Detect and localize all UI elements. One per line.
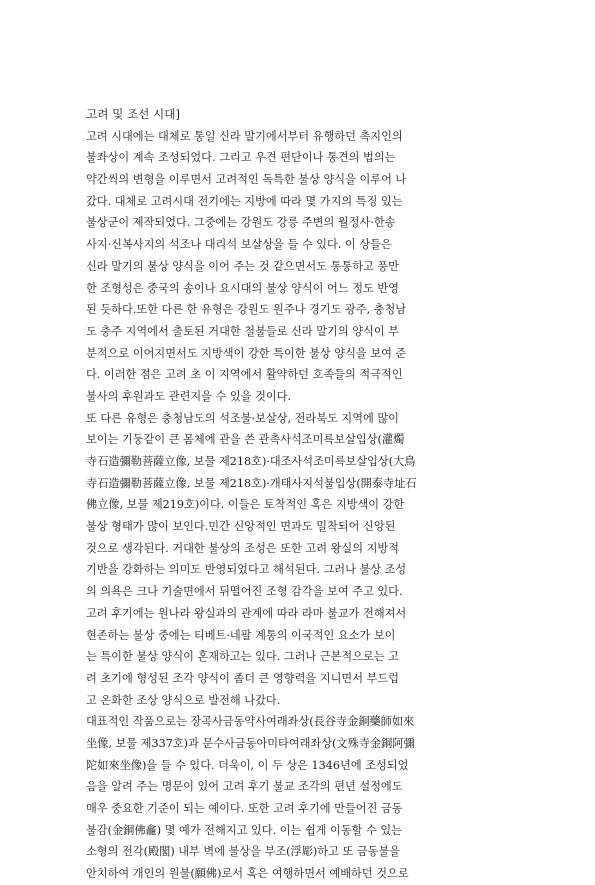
text-line: 려 초기에 형성된 조각 양식이 좀더 큰 영향력을 지니면서 부드럽 <box>86 671 399 685</box>
text-line: 坐像, 보물 제337호)과 문수사금동아미타여래좌상(文殊寺金銅阿彌 <box>86 736 415 750</box>
text-line: 분적으로 이어지면서도 지방색이 강한 특이한 불상 양식을 보여 준 <box>86 346 407 360</box>
text-line: 사지·신복사지의 석조나 대리석 보살상을 들 수 있다. 이 상들은 <box>86 238 392 252</box>
text-line: 고려 시대에는 대체로 통일 신라 말기에서부터 유행하던 촉지인의 <box>86 129 403 143</box>
text-line: 신라 말기의 불상 양식을 이어 주는 것 같으면서도 통통하고 풍만 <box>86 259 399 273</box>
text-line: 고려 후기에는 원나라 왕실과의 관계에 따라 라마 불교가 전해져서 <box>86 606 407 620</box>
text-line: 한 조형성은 중국의 송이나 요시대의 불상 양식이 어느 정도 반영 <box>86 281 399 295</box>
text-line: 는 특이한 불상 양식이 혼재하고는 있다. 그러나 근본적으로는 고 <box>86 650 399 664</box>
text-line: 된 듯하다.또한 다른 한 유형은 강원도 원주나 경기도 광주, 충청남 <box>86 303 407 317</box>
text-line: 보이는 기둥같이 큰 몸체에 관을 쓴 관촉사석조미륵보살입상(灌燭 <box>86 433 405 447</box>
text-line: 대표적인 작품으로는 장곡사금동약사여래좌상(長谷寺金銅藥師如來 <box>86 715 415 729</box>
text-line: 약간씩의 변형을 이루면서 고려적인 독특한 불상 양식을 이루어 나 <box>86 173 407 187</box>
text-line: 또 다른 유형은 충청남도의 석조불·보살상, 전라북도 지역에 많이 <box>86 411 399 425</box>
text-line: 고 온화한 조상 양식으로 발전해 나갔다. <box>86 693 281 707</box>
text-line: 불좌상이 계속 조성되었다. 그리고 우견 편단이나 통견의 법의는 <box>86 151 396 165</box>
text-line: 불상 형태가 많이 보인다.민간 신앙적인 면과도 밀착되어 신앙된 <box>86 520 396 534</box>
document-body <box>86 104 515 885</box>
text-line: 현존하는 불상 중에는 티베트·네팔 계통의 이국적인 요소가 보이 <box>86 628 396 642</box>
text-line: 불상군이 제작되었다. 그중에는 강원도 강릉 주변의 월정사·한송 <box>86 216 396 230</box>
text-line: 것으로 생각된다. 거대한 불상의 조성은 또한 고려 왕실의 지방적 <box>86 541 399 555</box>
text-line: 불사의 후원과도 관련지을 수 있을 것이다. <box>86 389 292 403</box>
text-line: 陀如來坐像)을 들 수 있다. 더욱이, 이 두 상은 1346년에 조성되었 <box>86 758 409 772</box>
text-line: 佛立像, 보물 제219호)이다. 이들은 토착적인 혹은 지방색이 강한 <box>86 498 405 512</box>
text-line: 불감(金銅佛龕) 몇 예가 전해지고 있다. 이는 쉽게 이동할 수 있는 <box>86 823 402 837</box>
text-line: 갔다. 대체로 고려시대 전기에는 지방에 따라 몇 가지의 특징 있는 <box>86 194 403 208</box>
text-line: 음을 알려 주는 명문이 있어 고려 후기 불교 조각의 편년 설정에도 <box>86 780 403 794</box>
text-line: 안치하여 개인의 원불(願佛)로서 혹은 여행하면서 예배하던 것으로 <box>86 867 409 881</box>
text-line: 寺石造彌勒菩薩立像, 보물 제218호)·개태사지석불입상(開泰寺址石 <box>86 476 417 490</box>
text-line: 다. 이러한 점은 고려 초 이 지역에서 활약하던 호족들의 적극적인 <box>86 368 403 382</box>
text-line: 소형의 전각(殿閣) 내부 벽에 불상을 부조(浮彫)하고 또 금동불을 <box>86 845 401 859</box>
text-line: 의 의욕은 크나 기술면에서 뒤떨어진 조형 감각을 보여 주고 있다. <box>86 585 403 599</box>
text-line: 寺石造彌勒菩薩立像, 보물 제218호)·대조사석조미륵보살입상(大鳥 <box>86 455 416 468</box>
text-line: 기반을 강화하는 의미도 반영되었다고 해석된다. 그러나 불상 조성 <box>86 563 407 577</box>
text-line: 도 충주 지역에서 출토된 거대한 철불들로 신라 말기의 양식이 부 <box>86 324 399 338</box>
text-line: 매우 중요한 기준이 되는 예이다. 또한 고려 후기에 만들어진 금동 <box>86 802 403 815</box>
section-heading: 고려 및 조선 시대] <box>86 107 180 121</box>
